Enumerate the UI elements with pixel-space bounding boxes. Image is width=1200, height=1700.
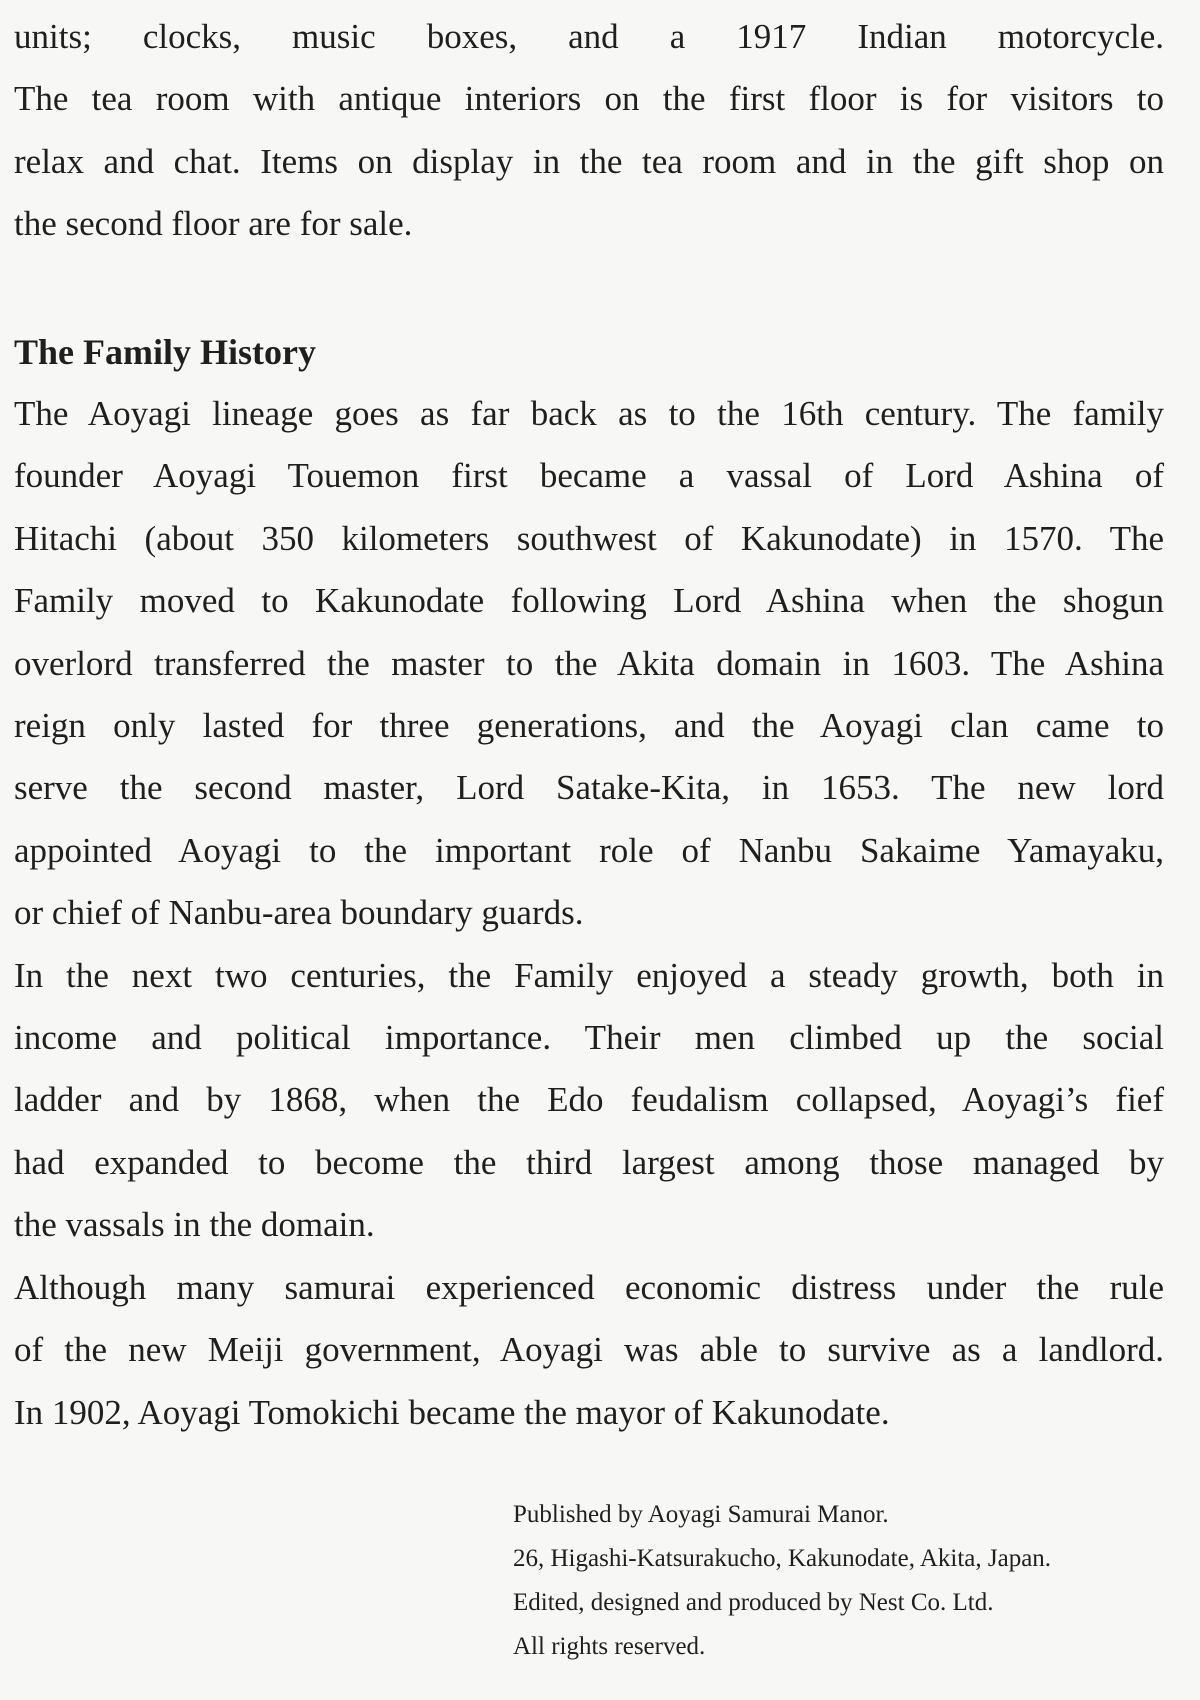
history-line-16: of the new Meiji government, Aoyagi was able to survive as a landlord. xyxy=(14,1330,1164,1370)
intro-line-4: the second floor are for sale. xyxy=(14,204,413,244)
history-line-11: income and political importance. Their men climbed up the social xyxy=(14,1018,1164,1058)
section-heading: The Family History xyxy=(14,332,316,372)
history-line-12: ladder and by 1868, when the Edo feudalism collapsed, Aoyagi’s fief xyxy=(14,1080,1164,1120)
history-line-10: In the next two centuries, the Family enjoyed a steady growth, both in xyxy=(14,955,1164,995)
history-line-14: the vassals in the domain. xyxy=(14,1205,375,1245)
history-text xyxy=(14,383,1164,1444)
intro-line-1: units; clocks, music boxes, and a 1917 Indian motorcycle. xyxy=(14,17,1164,56)
rights-line: All rights reserved. xyxy=(513,1633,706,1660)
colophon xyxy=(513,1493,1051,1669)
history-line-5: overlord transferred the master to the Akita domain in 1603. The Ashina xyxy=(14,643,1164,683)
intro-line-3: relax and chat. Items on display in the tea room and in the gift shop on xyxy=(14,141,1164,181)
history-line-17: In 1902, Aoyagi Tomokichi became the mayor of Kakunodate. xyxy=(14,1392,890,1432)
history-line-7: serve the second master, Lord Satake-Kita, in 1653. The new lord xyxy=(14,768,1164,808)
history-line-2: founder Aoyagi Touemon first became a vassal of Lord Ashina of xyxy=(14,456,1164,496)
history-line-8: appointed Aoyagi to the important role of Nanbu Sakaime Yamayaku, xyxy=(14,830,1164,870)
history-line-15: Although many samurai experienced economic distress under the rule xyxy=(14,1267,1164,1307)
history-line-4: Family moved to Kakunodate following Lord Ashina when the shogun xyxy=(14,581,1164,621)
credits-line: Edited, designed and produced by Nest Co. Ltd. xyxy=(513,1589,994,1616)
history-line-1: The Aoyagi lineage goes as far back as to the 16th century. The family xyxy=(14,394,1164,433)
history-line-13: had expanded to become the third largest among those managed by xyxy=(14,1142,1164,1182)
intro-paragraph xyxy=(14,6,1164,256)
history-line-9: or chief of Nanbu-area boundary guards. xyxy=(14,893,584,933)
history-line-3: Hitachi (about 350 kilometers southwest of Kakunodate) in 1570. The xyxy=(14,518,1164,558)
history-line-6: reign only lasted for three generations, and the Aoyagi clan came to xyxy=(14,706,1164,746)
address-line: 26, Higashi-Katsurakucho, Kakunodate, Akita, Japan. xyxy=(513,1545,1052,1572)
publisher-line: Published by Aoyagi Samurai Manor. xyxy=(513,1501,889,1528)
intro-line-2: The tea room with antique interiors on the first floor is for visitors to xyxy=(14,79,1164,119)
